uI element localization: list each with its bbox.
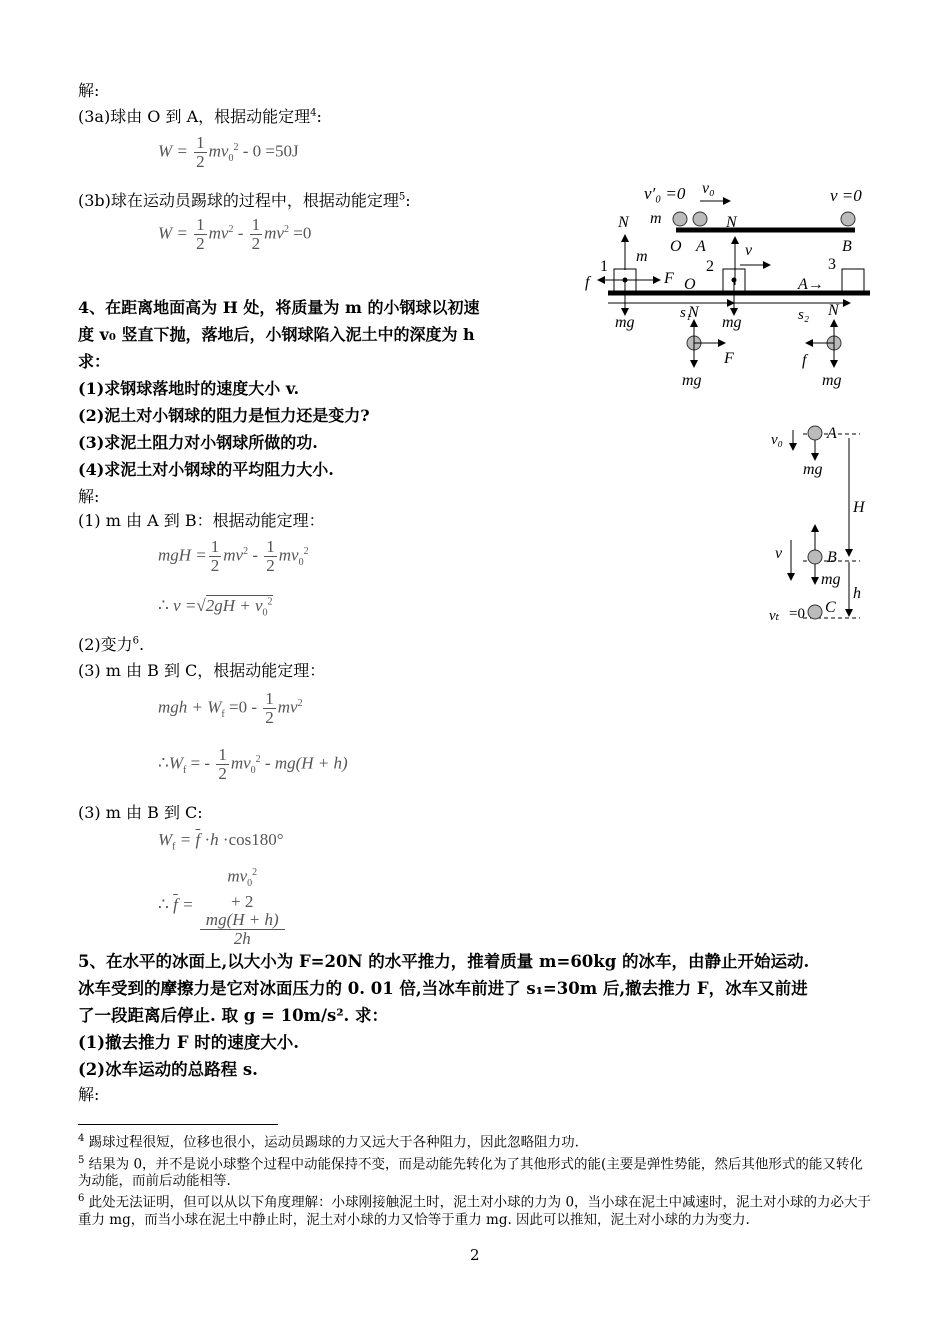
label-s2: s₂ [798,307,810,323]
label-1: 1 [600,258,608,275]
footnote-separator [78,1124,278,1125]
problem-4-q1: (1)求钢球落地时的速度大小 v. [78,379,300,398]
figure-falling-ball [765,420,875,630]
step-3a-label: (3a) [78,107,111,126]
problem-4-line2: 度 v₀ 竖直下抛，落地后，小钢球陷入泥土中的深度为 h [78,325,475,344]
label-v0-prime: v′₀ =0 [644,184,686,203]
label-v-zero: v =0 [830,186,862,205]
label-H: H [853,499,865,516]
footnote-5: $^5$ 结果为 0，并不是说小球整个过程中动能保持不变，而是动能先转化为了其他形式的能(主要是弹性势能，然后其他形式的能又转化为动能，而前后动能相等. [78,1154,863,1189]
label-v-mid: v [745,242,753,259]
label-O-bottom: O [684,276,696,293]
equation-work-3b: W = $\frac{1}{2}$ $mv^2$ - $\frac{1}{2}$ $mv^2 =0$ [158,215,312,253]
problem-4-line1: 4、在距离地面高为 H 处，将质量为 m 的小钢球以初速 [78,298,480,317]
label-B: B [842,238,852,255]
label-mg-4: mg [822,372,842,389]
label-N-left: N [618,214,629,231]
box-3 [842,269,864,291]
problem-4-q4: (4)求泥土对小钢球的平均阻力大小. [78,460,334,479]
problem-4-line3: 求： [78,352,111,371]
footnote-6: $^6$ 此处无法证明，但可以从以下角度理解：小球刚接触泥土时，泥土对小球的力为 0，当小球在泥土中减速时，泥土对小球的力必大于重力 mg，而当小球在泥土中静止时，泥土对小球的力又恰等于重力 mg. 因此可以推知，泥土对小球的力为变力. [78,1193,872,1228]
ball-B [841,212,855,226]
step-3a-text: 球由 O 到 A，根据动能定理 [110,107,311,126]
problem-4-q2: (2)泥土对小钢球的阻力是恒力还是变力? [78,406,370,425]
equation-4-2: ∴ $v =√2gH + v_0^2$ [158,596,273,619]
solution-5-label: 解: [78,1085,100,1104]
label-A-arrow: A→ [798,276,824,293]
label-mg-A: mg [803,461,823,478]
label-mg-2: mg [722,314,742,331]
label-N-mid: N [726,214,737,231]
page-number: 2 [470,1246,480,1264]
solution-4-step1: (1) m 由 A 到 B：根据动能定理： [78,511,325,530]
step-3a [78,104,322,127]
label-N-3: N [828,302,839,319]
problem-4 [78,294,568,483]
eq2-lhs: W [158,223,173,243]
problem-5-line3: 了一段距离后停止. 取 g = 10m/s². 求： [78,1006,389,1025]
problem-5-line2: 冰车受到的摩擦力是它对冰面压力的 0. 01 倍,当冰车前进了 s₁=30m 后,撤去推力 F，冰车又前进 [78,979,808,998]
label-3: 3 [828,256,836,273]
label-f-left: f [585,274,590,291]
equation-4-6: ∴ $\overline{f}$ = $mv_0^2$ + 2 mg(H + h) 2h [158,864,287,948]
problem-4-q3: (3)求泥土阻力对小钢球所做的功. [78,433,318,452]
label-A: A [696,238,706,255]
label-mg-B: mg [821,571,841,588]
label-f-fbd: f [802,352,807,369]
step-3a-colon: : [316,107,322,126]
label-s1: s₁ [680,305,692,321]
step-3b-colon: : [405,191,411,210]
label-v0-fall: v₀ [771,432,783,448]
label-eq-zero: =0 [789,606,805,622]
label-O: O [670,238,682,255]
solution-label: 解: [78,81,100,100]
label-N-2: N [688,304,699,321]
label-C-fall: C [825,599,836,616]
step-3b-text: 球在运动员踢球的过程中，根据动能定理 [110,191,399,210]
problem-5-q1: (1)撤去推力 F 时的速度大小. [78,1033,300,1052]
solution-4-label: 解: [78,487,100,506]
solution-4-step4: (3) m 由 B 到 C: [78,803,203,822]
label-m-mid: m [636,248,648,265]
eq1-lhs: W [158,141,173,161]
label-v0-top: v₀ [702,180,715,197]
ball-C-fall [808,605,822,619]
equation-work-3a: W = $\frac{1}{2}$ $mv_0^2 - 0 =50J$ [158,133,299,171]
footnote-ref-4: 4 [310,107,317,119]
label-m-top: m [650,210,662,227]
solution-4-step3: (3) m 由 B 到 C，根据动能定理： [78,661,326,680]
footnote-ref-6: 6 [132,635,140,647]
label-mg-3: mg [682,372,702,389]
footnotes [78,1130,874,1229]
label-v-fall: v [775,545,783,562]
problem-5-line1: 5、在水平的冰面上,以大小为 F=20N 的水平推力，推着质量 m=60kg 的冰车，由静止开始运动. [78,952,810,971]
ball-B-fall [808,550,822,564]
label-B-fall: B [827,549,837,566]
figure-ball-kick [580,175,880,395]
label-vt: vₜ [769,608,780,624]
solution-4-step2: (2)变力$^6$. [78,635,145,654]
label-F-top: F [664,270,674,287]
ball-A [693,212,707,226]
footnote-4: $^4$ 踢球过程很短，位移也很小，运动员踢球的力又远大于各种阻力，因此忽略阻力功. [78,1133,579,1151]
problem-5-q2: (2)冰车运动的总路程 s. [78,1060,258,1079]
step-3b-label: (3b) [78,191,111,210]
label-mg-1: mg [615,314,635,331]
ball-A-fall [808,426,822,440]
equation-4-3: mgh + $W_f =0$ - $\frac{1}{2}$ $mv^2$ [158,689,303,727]
equation-4-4: $\therefore W_f$ = - $\frac{1}{2}$ $mv_0^2 - mg(H + h)$ [158,745,348,783]
equation-4-1: mgH = $\frac{1}{2}$ $mv^2$ - $\frac{1}{2}$ $mv_0^2$ [158,537,309,575]
label-F-fbd: F [724,350,734,367]
step-3b [78,188,411,211]
problem-5 [78,948,878,1083]
solution-4-step2-text: (2)变力 [78,635,133,654]
footnote-ref-5: 5 [398,191,406,203]
ball-O [673,212,687,226]
label-A-fall: A [827,425,837,442]
label-h: h [853,585,861,602]
label-2: 2 [706,258,714,275]
equation-4-5: $W_f = \overline{f} \cdot h \cdot\cos 180^\circ$ [158,830,284,853]
